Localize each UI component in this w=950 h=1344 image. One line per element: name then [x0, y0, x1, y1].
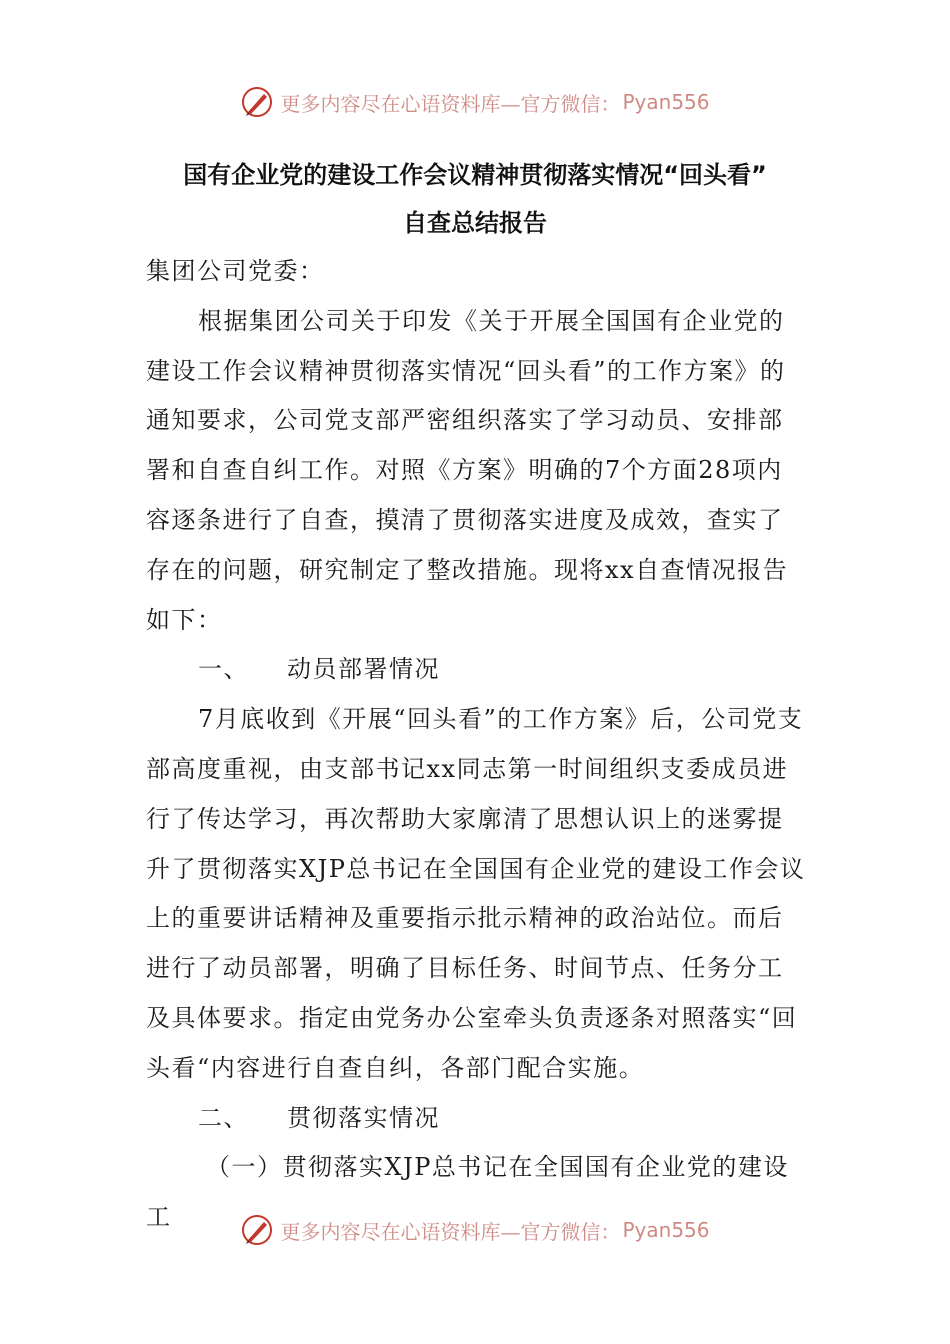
section1-paragraph: 7月底收到《开展“回头看”的工作方案》后，公司党支部高度重视，由支部书记xx同志第一时间组织支委成员进行了传达学习，再次帮助大家廓清了思想认识上的迷雾提升了贯彻落实XJP总书记在全国国有企业党的建设工作会议上的重要讲话精神及重要指示批示精神的政治站位。而后进行了动员部署，明确了目标任务、时间节点、任务分工及具体要求。指定由党务办公室牵头负责逐条对照落实“回头看“内容进行自查自纠，各部门配合实施。	[146, 705, 806, 1082]
subsection-heading-1: （一）贯彻落实XJP总书记在全国国有企业党的建设工	[146, 1153, 789, 1232]
watermark-banner-bottom	[0, 1208, 950, 1252]
section-heading-2	[146, 1094, 808, 1144]
section-heading-1	[146, 645, 808, 695]
salutation: 集团公司党委：	[146, 257, 325, 285]
section-number: 二、	[198, 1103, 249, 1132]
document-title-line1: 国有企业党的建设工作会议精神贯彻落实情况“回头看”	[183, 161, 767, 189]
document-title-line2: 自查总结报告	[403, 209, 547, 237]
intro-paragraph: 根据集团公司关于印发《关于开展全国国有企业党的建设工作会议精神贯彻落实情况“回头看”的工作方案》的通知要求，公司党支部严密组织落实了学习动员、安排部署和自查自纠工作。对照《方案》明确的7个方面28项内容逐条进行了自查，摸清了贯彻落实进度及成效，查实了存在的问题，研究制定了整改措施。现将xx自查情况报告如下：	[146, 306, 789, 634]
section-number: 一、	[198, 655, 249, 684]
section-title: 贯彻落实情况	[287, 1103, 440, 1132]
watermark-banner-top	[0, 80, 950, 124]
pen-logo-icon	[240, 85, 274, 119]
watermark-wechat-id: Pyan556	[622, 1218, 710, 1242]
watermark-wechat-id: Pyan556	[622, 90, 710, 114]
watermark-text: 更多内容尽在心语资料库—官方微信：	[280, 1219, 621, 1244]
section-title: 动员部署情况	[287, 655, 440, 684]
pen-logo-icon	[240, 1213, 274, 1247]
watermark-text: 更多内容尽在心语资料库—官方微信：	[280, 91, 621, 116]
document-body	[146, 247, 808, 1243]
